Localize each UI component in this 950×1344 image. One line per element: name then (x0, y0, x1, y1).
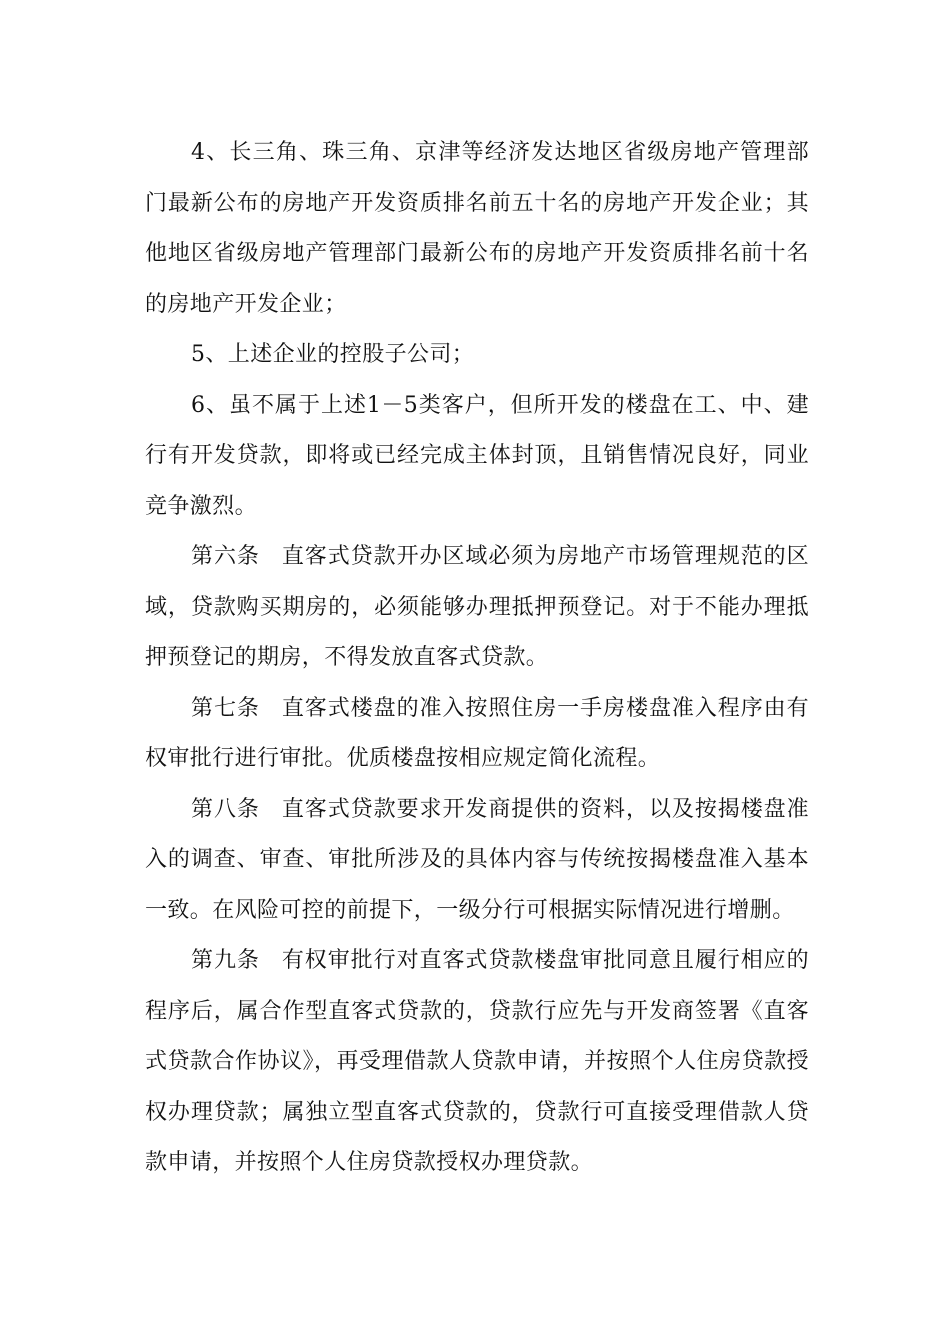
paragraph-text: 4、长三角、珠三角、京津等经济发达地区省级房地产管理部门最新公布的房地产开发资质排名前五十名的房地产开发企业；其他地区省级房地产管理部门最新公布的房地产开发资质排名前十名的房地产开发企业； (145, 140, 809, 317)
article-8 (145, 785, 809, 937)
list-item-6 (145, 381, 809, 533)
document-body (145, 128, 809, 1189)
paragraph-text: 直客式楼盘的准入按照住房一手房楼盘准入程序由有权审批行进行审批。优质楼盘按相应规定简化流程。 (145, 695, 810, 771)
article-heading: 第九条 (191, 948, 260, 973)
article-7 (145, 684, 809, 785)
paragraph-text: 直客式贷款开办区域必须为房地产市场管理规范的区域，贷款购买期房的，必须能够办理抵押预登记。对于不能办理抵押预登记的期房，不得发放直客式贷款。 (145, 544, 810, 670)
article-9 (145, 936, 809, 1189)
paragraph-text: 有权审批行对直客式贷款楼盘审批同意且履行相应的程序后，属合作型直客式贷款的，贷款行应先与开发商签署《直客式贷款合作协议》，再受理借款人贷款申请，并按照个人住房贷款授权办理贷款；属独立型直客式贷款的，贷款行可直接受理借款人贷款申请，并按照个人住房贷款授权办理贷款。 (145, 948, 810, 1175)
article-heading: 第八条 (191, 796, 260, 822)
list-item-5 (145, 330, 809, 381)
paragraph-text: 5、上述企业的控股子公司； (191, 342, 475, 367)
article-heading: 第六条 (191, 544, 260, 569)
paragraph-text: 6、虽不属于上述1－5类客户，但所开发的楼盘在工、中、建行有开发贷款，即将或已经完成主体封顶，且销售情况良好，同业竞争激烈。 (145, 392, 809, 519)
paragraph-text: 直客式贷款要求开发商提供的资料，以及按揭楼盘准入的调查、审查、审批所涉及的具体内容与传统按揭楼盘准入基本一致。在风险可控的前提下，一级分行可根据实际情况进行增删。 (145, 796, 810, 923)
article-6 (145, 532, 809, 684)
article-heading: 第七条 (191, 695, 260, 721)
list-item-4 (145, 128, 809, 330)
